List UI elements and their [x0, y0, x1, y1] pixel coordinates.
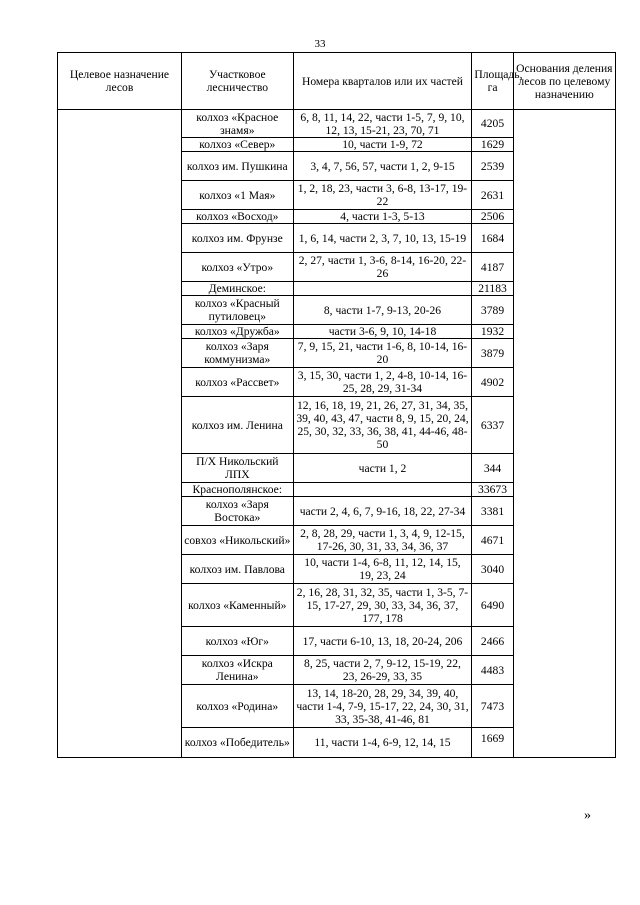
- area-cell: 2466: [472, 627, 513, 656]
- area-cell: 1629: [472, 138, 513, 152]
- area-cell: 21183: [472, 282, 513, 296]
- area-cell: 3789: [472, 296, 513, 325]
- forestry-cell: П/Х Никольский ЛПХ: [182, 454, 294, 483]
- quarters-cell: 13, 14, 18-20, 28, 29, 34, 39, 40, части 1-4, 7-9, 15-17, 22, 24, 30, 31, 33, 35-38, 41-46, 81: [293, 685, 472, 728]
- area-cell: 4671: [472, 526, 513, 555]
- forestry-cell: колхоз «Красное знамя»: [182, 110, 294, 138]
- quarters-cell: 2, 16, 28, 31, 32, 35, части 1, 3-5, 7-15, 17-27, 29, 30, 33, 34, 36, 37, 177, 178: [293, 584, 472, 627]
- forestry-cell: колхоз им. Пушкина: [182, 152, 294, 181]
- forestry-cell: совхоз «Никольский»: [182, 526, 294, 555]
- quarters-cell: 12, 16, 18, 19, 21, 26, 27, 31, 34, 35, 39, 40, 43, 47, части 8, 9, 15, 20, 24, 25, 30, 32, 33, 36, 38, 41, 44-46, 48-50: [293, 397, 472, 454]
- forestry-cell: Деминское:: [182, 282, 294, 296]
- area-cell: 4187: [472, 253, 513, 282]
- table-row: [58, 110, 616, 138]
- table-body: [58, 110, 616, 758]
- quarters-cell: 8, части 1-7, 9-13, 20-26: [293, 296, 472, 325]
- quarters-cell: части 3-6, 9, 10, 14-18: [293, 325, 472, 339]
- quarters-cell: 11, части 1-4, 6-9, 12, 14, 15: [293, 728, 472, 758]
- quarters-cell: [293, 483, 472, 497]
- forestry-cell: колхоз «Восход»: [182, 210, 294, 224]
- forestry-cell: колхоз «Родина»: [182, 685, 294, 728]
- quarters-cell: 2, 8, 28, 29, части 1, 3, 4, 9, 12-15, 17-26, 30, 31, 33, 34, 36, 37: [293, 526, 472, 555]
- quarters-cell: 3, 4, 7, 56, 57, части 1, 2, 9-15: [293, 152, 472, 181]
- quarters-cell: 2, 27, части 1, 3-6, 8-14, 16-20, 22-26: [293, 253, 472, 282]
- basis-cell: [513, 110, 615, 758]
- area-cell: 6337: [472, 397, 513, 454]
- area-cell: 6490: [472, 584, 513, 627]
- forestry-cell: колхоз «Искра Ленина»: [182, 656, 294, 685]
- page-number: 33: [314, 38, 326, 50]
- forestry-cell: колхоз «Заря Востока»: [182, 497, 294, 526]
- area-cell: 7473: [472, 685, 513, 728]
- header-forestry: Участковое лесничество: [182, 53, 294, 110]
- area-cell: 4483: [472, 656, 513, 685]
- quarters-cell: части 1, 2: [293, 454, 472, 483]
- quarters-cell: 10, части 1-4, 6-8, 11, 12, 14, 15, 19, 23, 24: [293, 555, 472, 584]
- forest-purpose-table: [57, 52, 616, 758]
- forestry-cell: колхоз им. Фрунзе: [182, 224, 294, 253]
- continuation-mark: »: [584, 808, 591, 823]
- header-purpose: Целевое назначение лесов: [58, 53, 182, 110]
- quarters-cell: [293, 282, 472, 296]
- header-area: Площадь, га: [472, 53, 513, 110]
- forestry-cell: колхоз «Заря коммунизма»: [182, 339, 294, 368]
- quarters-cell: 1, 2, 18, 23, части 3, 6-8, 13-17, 19-22: [293, 181, 472, 210]
- area-cell: 2506: [472, 210, 513, 224]
- forestry-cell: колхоз им. Ленина: [182, 397, 294, 454]
- quarters-cell: 4, части 1-3, 5-13: [293, 210, 472, 224]
- forestry-cell: колхоз им. Павлова: [182, 555, 294, 584]
- forestry-cell: колхоз «Каменный»: [182, 584, 294, 627]
- forestry-cell: колхоз «Юг»: [182, 627, 294, 656]
- quarters-cell: 1, 6, 14, части 2, 3, 7, 10, 13, 15-19: [293, 224, 472, 253]
- quarters-cell: части 2, 4, 6, 7, 9-16, 18, 22, 27-34: [293, 497, 472, 526]
- forestry-cell: колхоз «1 Мая»: [182, 181, 294, 210]
- quarters-cell: 10, части 1-9, 72: [293, 138, 472, 152]
- quarters-cell: 6, 8, 11, 14, 22, части 1-5, 7, 9, 10, 12, 13, 15-21, 23, 70, 71: [293, 110, 472, 138]
- forestry-cell: колхоз «Красный путиловец»: [182, 296, 294, 325]
- forestry-cell: колхоз «Дружба»: [182, 325, 294, 339]
- purpose-cell: [58, 110, 182, 758]
- quarters-cell: 3, 15, 30, части 1, 2, 4-8, 10-14, 16-25, 28, 29, 31-34: [293, 368, 472, 397]
- area-cell: 2539: [472, 152, 513, 181]
- area-cell: 33673: [472, 483, 513, 497]
- quarters-cell: 7, 9, 15, 21, части 1-6, 8, 10-14, 16-20: [293, 339, 472, 368]
- area-cell: 1669: [472, 728, 513, 758]
- quarters-cell: 8, 25, части 2, 7, 9-12, 15-19, 22, 23, 26-29, 33, 35: [293, 656, 472, 685]
- header-quarters: Номера кварталов или их частей: [293, 53, 472, 110]
- forestry-cell: Краснополянское:: [182, 483, 294, 497]
- forestry-cell: колхоз «Рассвет»: [182, 368, 294, 397]
- area-cell: 4902: [472, 368, 513, 397]
- area-cell: 2631: [472, 181, 513, 210]
- area-cell: 3879: [472, 339, 513, 368]
- area-cell: 344: [472, 454, 513, 483]
- table-header-row: [58, 53, 616, 110]
- forestry-cell: колхоз «Север»: [182, 138, 294, 152]
- area-cell: 4205: [472, 110, 513, 138]
- forestry-cell: колхоз «Утро»: [182, 253, 294, 282]
- header-basis: Основания деления лесов по целевому назначению: [513, 53, 615, 110]
- area-cell: 1684: [472, 224, 513, 253]
- area-cell: 1932: [472, 325, 513, 339]
- forestry-cell: колхоз «Победитель»: [182, 728, 294, 758]
- area-cell: 3040: [472, 555, 513, 584]
- quarters-cell: 17, части 6-10, 13, 18, 20-24, 206: [293, 627, 472, 656]
- area-cell: 3381: [472, 497, 513, 526]
